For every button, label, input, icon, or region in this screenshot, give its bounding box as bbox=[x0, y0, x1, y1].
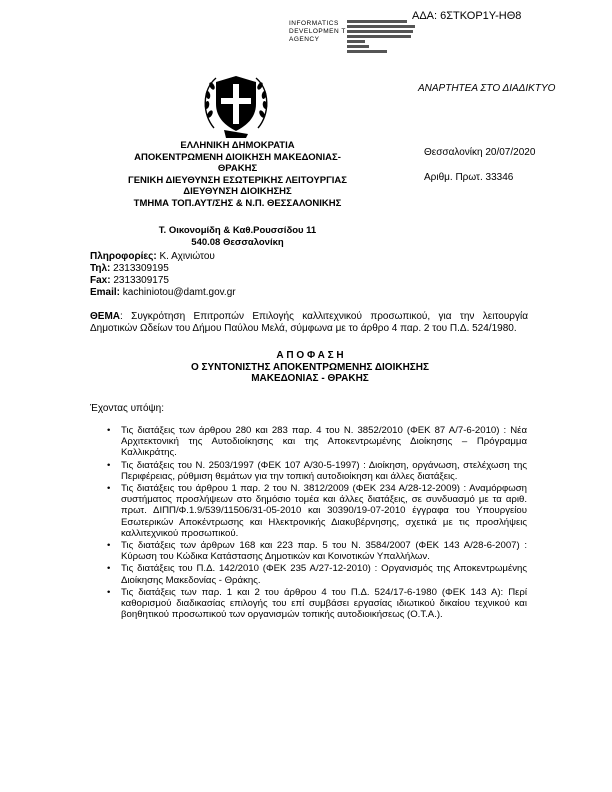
ada-code: ΑΔΑ: 6ΣΤΚΟΡ1Υ-ΗΘ8 bbox=[412, 10, 522, 22]
header-line: ΤΜΗΜΑ ΤΟΠ.ΑΥΤ/ΣΗΣ & Ν.Π. ΘΕΣΣΑΛΟΝΙΚΗΣ bbox=[133, 197, 342, 209]
list-item: • Τις διατάξεις του άρθρου 1 παρ. 2 του Ν. 3812/2009 (ΦΕΚ 234 Α/28-12-2009) : Αναμόρφωση συστήματος προσλήψεων στο δημόσιο τομέα και άλλες διατάξεις, σε συνδυασμό με τα αριθ. πρωτ. ΔΙΠΠ/Φ.1.9/539/11506/31-05-2010 και 30390/19-07-2010 έγγραφα του Υπουργείου Εσωτερικών Αποκέντρωσης και Ηλεκτρονικής Διακυβέρνησης, σχετικά με τις προσλήψεις καλλιτεχνικού προσωπικού. bbox=[107, 483, 527, 539]
subject-text: : Συγκρότηση Επιτροπών Επιλογής καλλιτεχνικού προσωπικού, για την λειτουργία Δημοτικών Ωδείων του Δήμου Παύλου Μελά, σύμφωνα με το άρθρο 4 παρ. 2 του Π.Δ. 524/1980. bbox=[90, 311, 528, 334]
document-date: Θεσσαλονίκη 20/07/2020 bbox=[424, 147, 536, 158]
having-in-mind-label: Έχοντας υπόψη: bbox=[90, 403, 164, 414]
informatics-agency-badge bbox=[289, 20, 414, 44]
contact-fax: Fax: 2313309175 bbox=[90, 275, 169, 286]
badge-fine-print bbox=[347, 20, 417, 55]
publish-note: ΑΝΑΡΤΗΤΕΑ ΣΤΟ ΔΙΑΔΙΚΤΥΟ bbox=[418, 83, 556, 94]
decision-line: ΜΑΚΕΔΟΝΙΑΣ - ΘΡΑΚΗΣ bbox=[251, 373, 369, 384]
protocol-number: Αριθμ. Πρωτ. 33346 bbox=[424, 172, 514, 183]
list-item: • Τις διατάξεις των παρ. 1 και 2 του άρθρου 4 του Π.Δ. 524/17-6-1980 (ΦΕΚ 143 Α): Περί καθορισμού διαδικασίας επιλογής του επί συμβάσει εργασίας ιδιωτικού δικαίου τεχνικού και βοηθητικού προσωπικού των οργανισμών τοπικής αυτοδιοικήσεως (Ο.Τ.Α.). bbox=[107, 586, 527, 621]
contact-info: Πληροφορίες: Κ. Αχινιώτου bbox=[90, 251, 215, 262]
subject-label: ΘΕΜΑ bbox=[90, 311, 120, 322]
contact-details bbox=[90, 251, 236, 299]
issuing-authority-header bbox=[95, 140, 380, 209]
list-item: • Τις διατάξεις του Ν. 2503/1997 (ΦΕΚ 107 Α/30-5-1997) : Διοίκηση, οργάνωση, στελέχωση της Περιφέρειας, ρύθμιση θεμάτων για την τοπική αυτοδιοίκηση και άλλες διατάξεις. bbox=[107, 459, 527, 482]
badge-title: INFORMATICS DEVELOPMEN T AGENCY bbox=[289, 20, 346, 43]
legal-basis-list bbox=[107, 425, 527, 621]
list-item: • Τις διατάξεις των άρθρου 280 και 283 παρ. 4 του Ν. 3852/2010 (ΦΕΚ 87 Α/7-6-2010) : Νέα Αρχιτεκτονική της Αυτοδιοίκησης και της Αποκεντρωμένης Διοίκησης – Πρόγραμμα Καλλικράτης. bbox=[107, 425, 527, 459]
address-line: 540.08 Θεσσαλονίκη bbox=[191, 237, 284, 248]
bullet-icon: • bbox=[107, 563, 111, 575]
bullet-icon: • bbox=[107, 540, 111, 552]
header-line: ΕΛΛΗΝΙΚΗ ΔΗΜΟΚΡΑΤΙΑ bbox=[180, 140, 295, 151]
subject-paragraph bbox=[90, 311, 528, 335]
address-line: Τ. Οικονομίδη & Καθ.Ρουσσίδου 11 bbox=[158, 225, 317, 236]
postal-address bbox=[120, 225, 355, 249]
contact-email: Email: kachiniotou@damt.gov.gr bbox=[90, 287, 236, 298]
greek-coat-of-arms-icon bbox=[200, 68, 272, 140]
header-line: ΓΕΝΙΚΗ ΔΙΕΥΘΥΝΣΗ ΕΣΩΤΕΡΙΚΗΣ ΛΕΙΤΟΥΡΓΙΑΣ bbox=[128, 174, 347, 186]
bullet-icon: • bbox=[107, 459, 111, 471]
header-line: ΘΡΑΚΗΣ bbox=[217, 163, 258, 174]
header-line: ΑΠΟΚΕΝΤΡΩΜΕΝΗ ΔΙΟΙΚΗΣΗ ΜΑΚΕΔΟΝΙΑΣ- bbox=[134, 151, 341, 163]
list-item: • Τις διατάξεις του Π.Δ. 142/2010 (ΦΕΚ 235 Α/27-12-2010) : Οργανισμός της Αποκεντρωμένης Διοίκησης Μακεδονίας - Θράκης. bbox=[107, 563, 527, 586]
bullet-icon: • bbox=[107, 425, 111, 436]
header-line: ΔΙΕΥΘΥΝΣΗ ΔΙΟΙΚΗΣΗΣ bbox=[183, 186, 292, 197]
contact-tel: Τηλ: 2313309195 bbox=[90, 263, 169, 274]
decision-heading bbox=[160, 350, 460, 385]
decision-line: Α Π Ο Φ Α Σ Η bbox=[276, 350, 344, 361]
bullet-icon: • bbox=[107, 586, 111, 598]
decision-line: Ο ΣΥΝΤΟΝΙΣΤΗΣ ΑΠΟΚΕΝΤΡΩΜΕΝΗΣ ΔΙΟΙΚΗΣΗΣ bbox=[190, 361, 430, 373]
list-item: • Τις διατάξεις των άρθρων 168 και 223 παρ. 5 του Ν. 3584/2007 (ΦΕΚ 143 Α/28-6-2007) : Κύρωση του Κώδικα Κατάστασης Δημοτικών και Κοινοτικών Υπαλλήλων. bbox=[107, 540, 527, 563]
bullet-icon: • bbox=[107, 483, 111, 495]
